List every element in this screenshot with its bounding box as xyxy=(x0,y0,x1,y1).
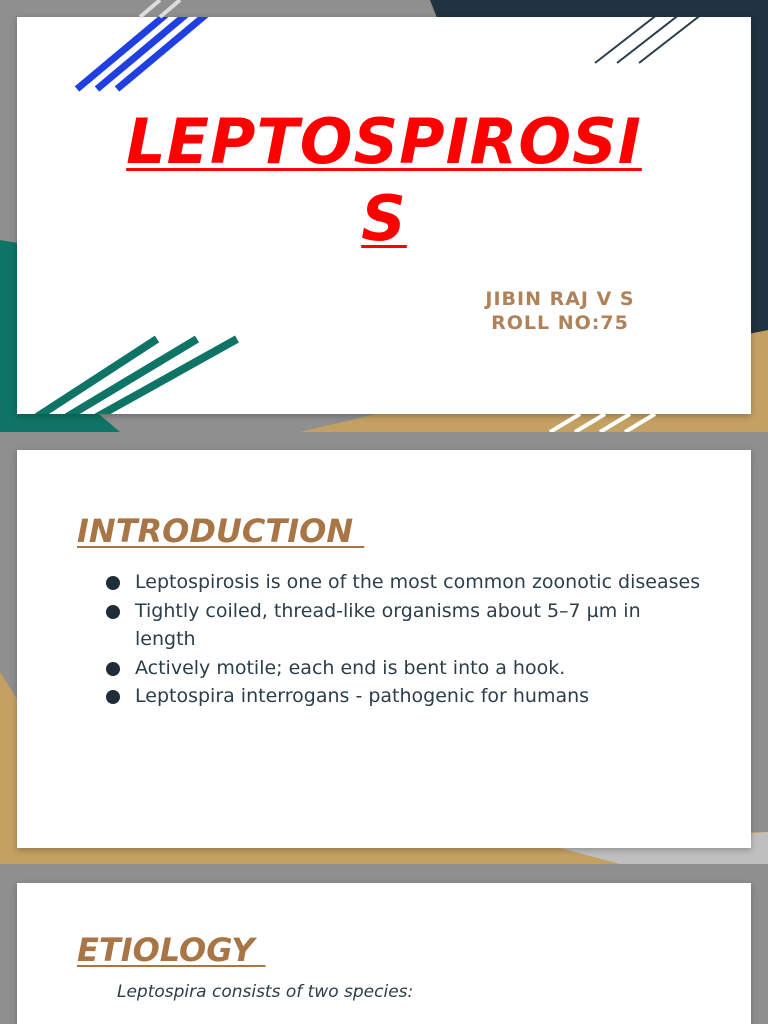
author-roll-number: ROLL NO:75 xyxy=(491,312,629,334)
etiology-subtitle: Leptospira consists of two species: xyxy=(117,982,414,1002)
etiology-slide xyxy=(0,864,768,1024)
bullet-dot-icon xyxy=(106,690,120,704)
introduction-bullet-list xyxy=(106,568,706,711)
bullet-dot-icon xyxy=(106,605,120,619)
introduction-slide xyxy=(0,432,768,864)
list-item: Leptospirosis is one of the most common zoonotic diseases xyxy=(106,568,706,597)
etiology-heading: ETIOLOGY xyxy=(77,931,266,969)
list-item: Tightly coiled, thread-like organisms about 5–7 µm in length xyxy=(106,597,706,654)
title-slide xyxy=(0,0,768,432)
author-name: JIBIN RAJ V S xyxy=(485,288,635,310)
list-item: Actively motile; each end is bent into a hook. xyxy=(106,654,706,683)
presentation-title: LEPTOSPIROSIS xyxy=(126,105,642,255)
bullet-dot-icon xyxy=(106,662,120,676)
bullet-dot-icon xyxy=(106,576,120,590)
introduction-heading: INTRODUCTION xyxy=(77,512,365,550)
list-item: Leptospira interrogans - pathogenic for humans xyxy=(106,682,706,711)
